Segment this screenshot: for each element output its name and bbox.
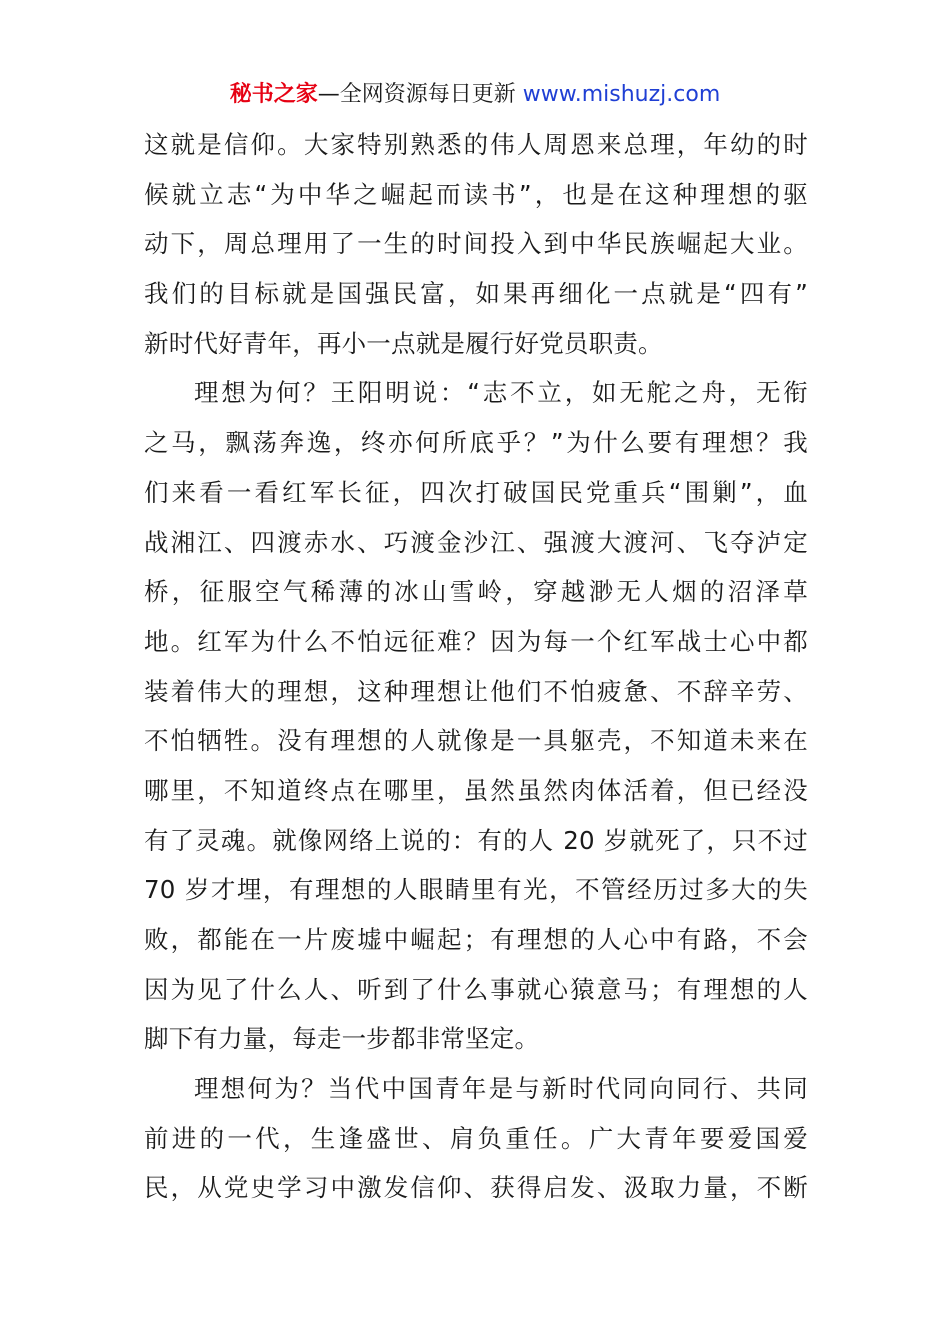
- text-line: 候就立志“为中华之崛起而读书”，也是在这种理想的驱: [144, 179, 808, 209]
- text-line: 这就是信仰。大家特别熟悉的伟人周恩来总理，年幼的时: [144, 130, 808, 159]
- text-line: 们来看一看红军长征，四次打破国民党重兵“围剿”，血: [144, 477, 808, 507]
- text-line: 装着伟大的理想，这种理想让他们不怕疲惫、不辞辛劳、: [144, 676, 808, 706]
- text-line: 哪里，不知道终点在哪里，虽然虽然肉体活着，但已经没: [144, 775, 808, 805]
- text-line: 民，从党史学习中激发信仰、获得启发、汲取力量，不断: [144, 1173, 808, 1203]
- text-line: 70 岁才埋，有理想的人眼睛里有光，不管经历过多大的失: [144, 875, 808, 905]
- text-line: 脚下有力量，每走一步都非常坚定。: [144, 1024, 540, 1054]
- text-line: 新时代好青年，再小一点就是履行好党员职责。: [144, 328, 663, 358]
- site-tagline: —全网资源每日更新: [317, 82, 523, 107]
- site-brand: 秘书之家: [229, 82, 318, 107]
- text-line: 动下，周总理用了一生的时间投入到中华民族崛起大业。: [144, 229, 808, 259]
- text-line: 我们的目标就是国强民富，如果再细化一点就是“四有”: [144, 279, 808, 309]
- paragraph-start-line: 理想何为？当代中国青年是与新时代同向同行、共同: [194, 1074, 808, 1104]
- text-line: 地。红军为什么不怕远征难？因为每一个红军战士心中都: [144, 626, 808, 656]
- text-line: 前进的一代，生逢盛世、肩负重任。广大青年要爱国爱: [144, 1123, 808, 1153]
- text-line: 不怕牺牲。没有理想的人就像是一具躯壳，不知道未来在: [144, 726, 808, 756]
- document-body: [144, 120, 808, 1213]
- paragraph-start-line: 理想为何？王阳明说：“志不立，如无舵之舟，无衔: [194, 378, 808, 408]
- text-line: 之马，飘荡奔逸，终亦何所底乎？”为什么要有理想？我: [144, 428, 808, 458]
- site-url-link[interactable]: www.mishuzj.com: [522, 82, 721, 107]
- text-line: 败，都能在一片废墟中崛起；有理想的人心中有路，不会: [144, 925, 808, 954]
- text-line: 有了灵魂。就像网络上说的：有的人 20 岁就死了，只不过: [144, 825, 808, 855]
- text-line: 战湘江、四渡赤水、巧渡金沙江、强渡大渡河、飞夺泸定: [144, 527, 808, 557]
- text-line: 桥，征服空气稀薄的冰山雪岭，穿越渺无人烟的沼泽草: [144, 577, 808, 607]
- text-line: 因为见了什么人、听到了什么事就心猿意马；有理想的人: [144, 974, 808, 1004]
- page-header: [0, 80, 950, 110]
